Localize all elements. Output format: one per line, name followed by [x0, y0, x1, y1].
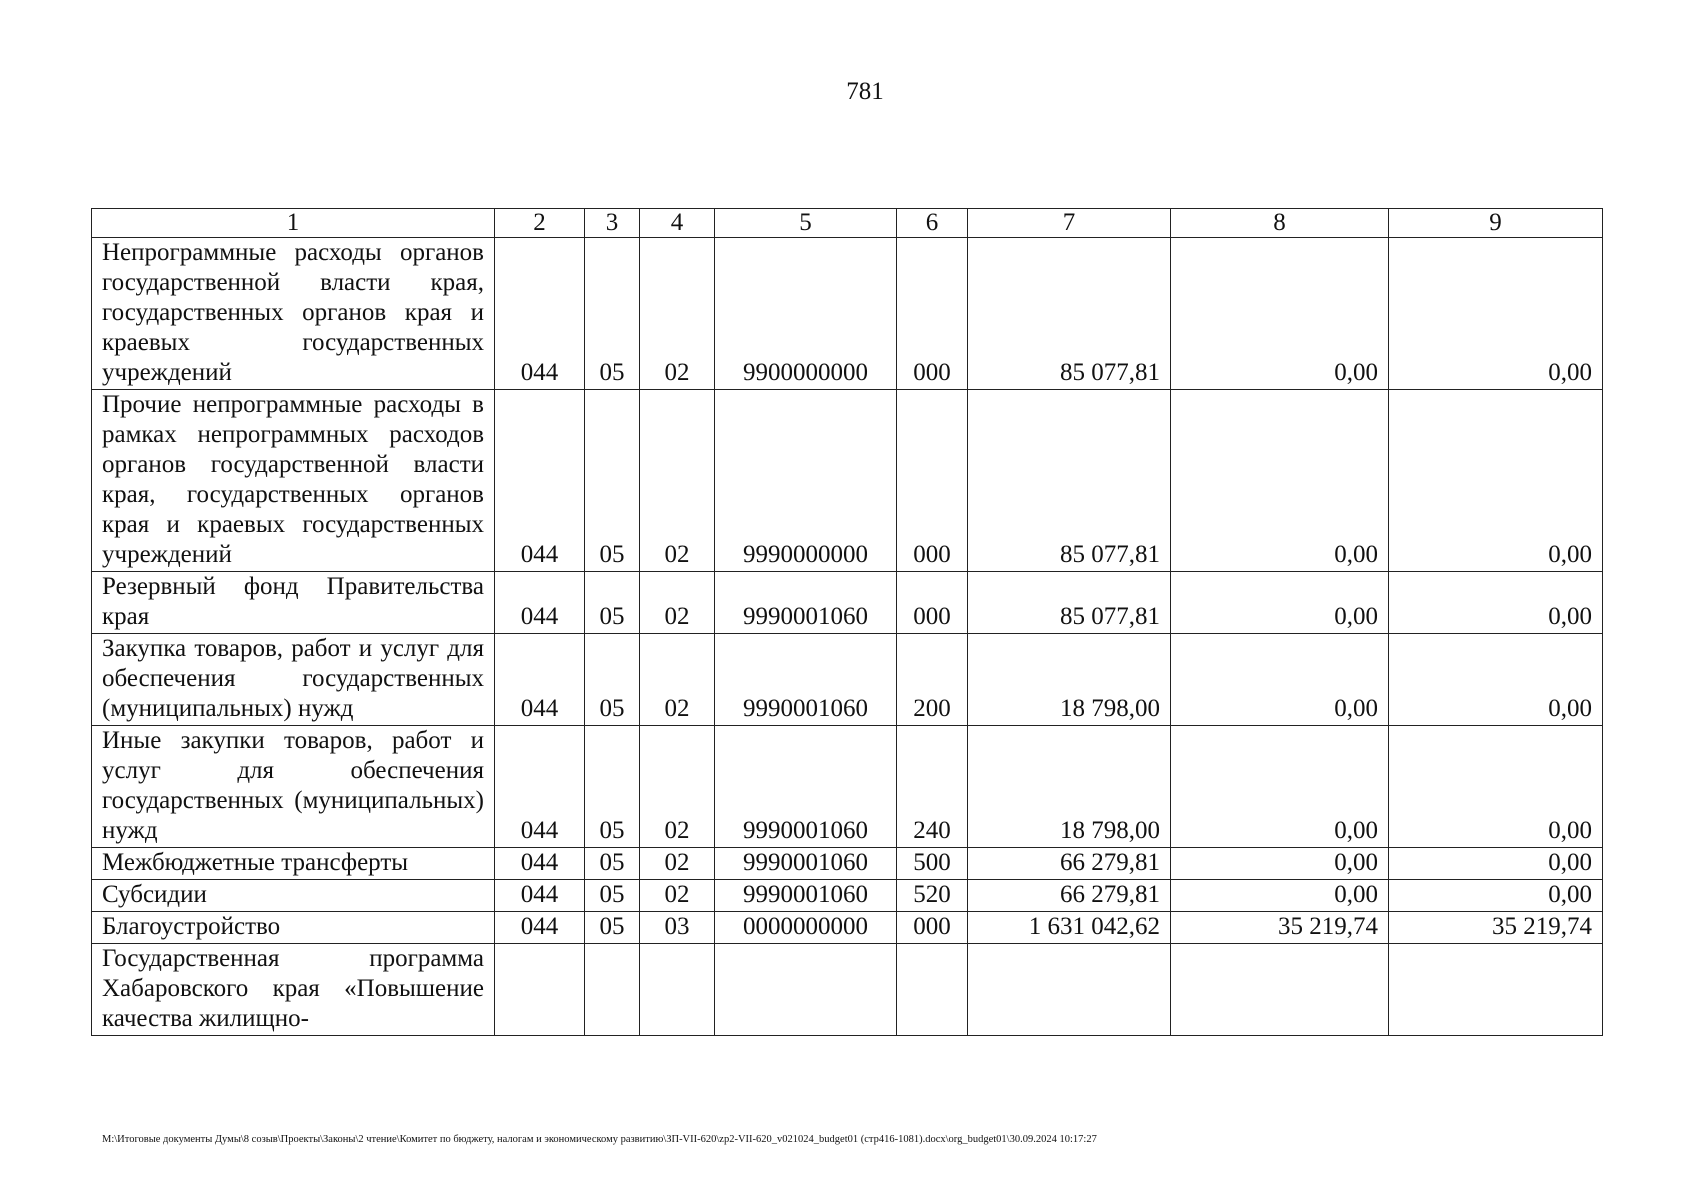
- ministry-code: 044: [495, 848, 585, 880]
- table-row: [92, 238, 1603, 390]
- amount-col8: 0,00: [1171, 238, 1389, 390]
- subsection-code: 02: [640, 848, 715, 880]
- amount-col8: 0,00: [1171, 726, 1389, 848]
- expense-type-code: 240: [897, 726, 968, 848]
- ministry-code: 044: [495, 880, 585, 912]
- subsection-code: [640, 944, 715, 1036]
- amount-col7: 66 279,81: [968, 848, 1171, 880]
- expense-name: Закупка товаров, работ и услуг для обеспечения государственных (муниципальных) нужд: [92, 634, 495, 726]
- amount-col8: 0,00: [1171, 634, 1389, 726]
- column-header: 1: [92, 209, 495, 238]
- ministry-code: 044: [495, 634, 585, 726]
- amount-col7: 1 631 042,62: [968, 912, 1171, 944]
- section-code: 05: [585, 912, 640, 944]
- amount-col9: 35 219,74: [1389, 912, 1603, 944]
- target-article-code: 9990001060: [715, 880, 897, 912]
- ministry-code: [495, 944, 585, 1036]
- ministry-code: 044: [495, 912, 585, 944]
- amount-col7: 18 798,00: [968, 726, 1171, 848]
- target-article-code: 9990001060: [715, 848, 897, 880]
- table-row: [92, 390, 1603, 572]
- amount-col8: 0,00: [1171, 390, 1389, 572]
- column-header: 8: [1171, 209, 1389, 238]
- section-code: 05: [585, 726, 640, 848]
- expense-name: Непрограммные расходы органов государственной власти края, государственных органов края и краевых государственных учреждений: [92, 238, 495, 390]
- section-code: 05: [585, 848, 640, 880]
- table-row: [92, 912, 1603, 944]
- table-row: [92, 944, 1603, 1036]
- section-code: 05: [585, 572, 640, 634]
- expense-type-code: 500: [897, 848, 968, 880]
- table-row: [92, 880, 1603, 912]
- amount-col8: 0,00: [1171, 880, 1389, 912]
- subsection-code: 03: [640, 912, 715, 944]
- column-header: 9: [1389, 209, 1603, 238]
- subsection-code: 02: [640, 726, 715, 848]
- page-number: 781: [846, 78, 884, 105]
- table-row: [92, 848, 1603, 880]
- expense-type-code: 000: [897, 390, 968, 572]
- target-article-code: 9900000000: [715, 238, 897, 390]
- budget-table: [91, 208, 1603, 1036]
- section-code: 05: [585, 238, 640, 390]
- amount-col9: 0,00: [1389, 390, 1603, 572]
- expense-name: Прочие непрограммные расходы в рамках непрограммных расходов органов государственной власти края, государственных органов края и краевых государственных учреждений: [92, 390, 495, 572]
- expense-name: Государственная программа Хабаровского края «Повышение качества жилищно-: [92, 944, 495, 1036]
- amount-col9: 0,00: [1389, 634, 1603, 726]
- amount-col9: 0,00: [1389, 848, 1603, 880]
- header-row: [92, 209, 1603, 238]
- amount-col7: 18 798,00: [968, 634, 1171, 726]
- amount-col7: 85 077,81: [968, 238, 1171, 390]
- ministry-code: 044: [495, 572, 585, 634]
- expense-type-code: 000: [897, 572, 968, 634]
- expense-name: Резервный фонд Правительства края: [92, 572, 495, 634]
- amount-col8: 35 219,74: [1171, 912, 1389, 944]
- subsection-code: 02: [640, 880, 715, 912]
- ministry-code: 044: [495, 238, 585, 390]
- expense-name: Благоустройство: [92, 912, 495, 944]
- subsection-code: 02: [640, 572, 715, 634]
- section-code: [585, 944, 640, 1036]
- expense-type-code: [897, 944, 968, 1036]
- target-article-code: 0000000000: [715, 912, 897, 944]
- expense-type-code: 000: [897, 912, 968, 944]
- column-header: 3: [585, 209, 640, 238]
- section-code: 05: [585, 880, 640, 912]
- amount-col7: [968, 944, 1171, 1036]
- target-article-code: 9990001060: [715, 726, 897, 848]
- amount-col9: 0,00: [1389, 238, 1603, 390]
- amount-col9: 0,00: [1389, 880, 1603, 912]
- subsection-code: 02: [640, 238, 715, 390]
- document-path-footer: M:\Итоговые документы Думы\8 созыв\Проекты\Законы\2 чтение\Комитет по бюджету, налогам и экономическому развитию\ЗП-VII-620\zp2-VII-620_v021024_budget01 (стр416-1081).docx\org_budget01\30.09.2024 10:17:27: [102, 1134, 1097, 1145]
- amount-col8: 0,00: [1171, 572, 1389, 634]
- target-article-code: 9990000000: [715, 390, 897, 572]
- amount-col9: 0,00: [1389, 572, 1603, 634]
- amount-col9: 0,00: [1389, 726, 1603, 848]
- amount-col8: 0,00: [1171, 848, 1389, 880]
- section-code: 05: [585, 390, 640, 572]
- ministry-code: 044: [495, 390, 585, 572]
- target-article-code: 9990001060: [715, 572, 897, 634]
- expense-type-code: 520: [897, 880, 968, 912]
- expense-name: Межбюджетные трансферты: [92, 848, 495, 880]
- amount-col9: [1389, 944, 1603, 1036]
- target-article-code: 9990001060: [715, 634, 897, 726]
- expense-name: Иные закупки товаров, работ и услуг для обеспечения государственных (муниципальных) нужд: [92, 726, 495, 848]
- subsection-code: 02: [640, 634, 715, 726]
- amount-col7: 85 077,81: [968, 390, 1171, 572]
- table-row: [92, 572, 1603, 634]
- column-header: 4: [640, 209, 715, 238]
- amount-col7: 85 077,81: [968, 572, 1171, 634]
- section-code: 05: [585, 634, 640, 726]
- column-header: 2: [495, 209, 585, 238]
- column-header: 6: [897, 209, 968, 238]
- amount-col7: 66 279,81: [968, 880, 1171, 912]
- expense-name: Субсидии: [92, 880, 495, 912]
- column-header: 5: [715, 209, 897, 238]
- amount-col8: [1171, 944, 1389, 1036]
- target-article-code: [715, 944, 897, 1036]
- table-row: [92, 634, 1603, 726]
- table-row: [92, 726, 1603, 848]
- ministry-code: 044: [495, 726, 585, 848]
- expense-type-code: 000: [897, 238, 968, 390]
- subsection-code: 02: [640, 390, 715, 572]
- column-header: 7: [968, 209, 1171, 238]
- expense-type-code: 200: [897, 634, 968, 726]
